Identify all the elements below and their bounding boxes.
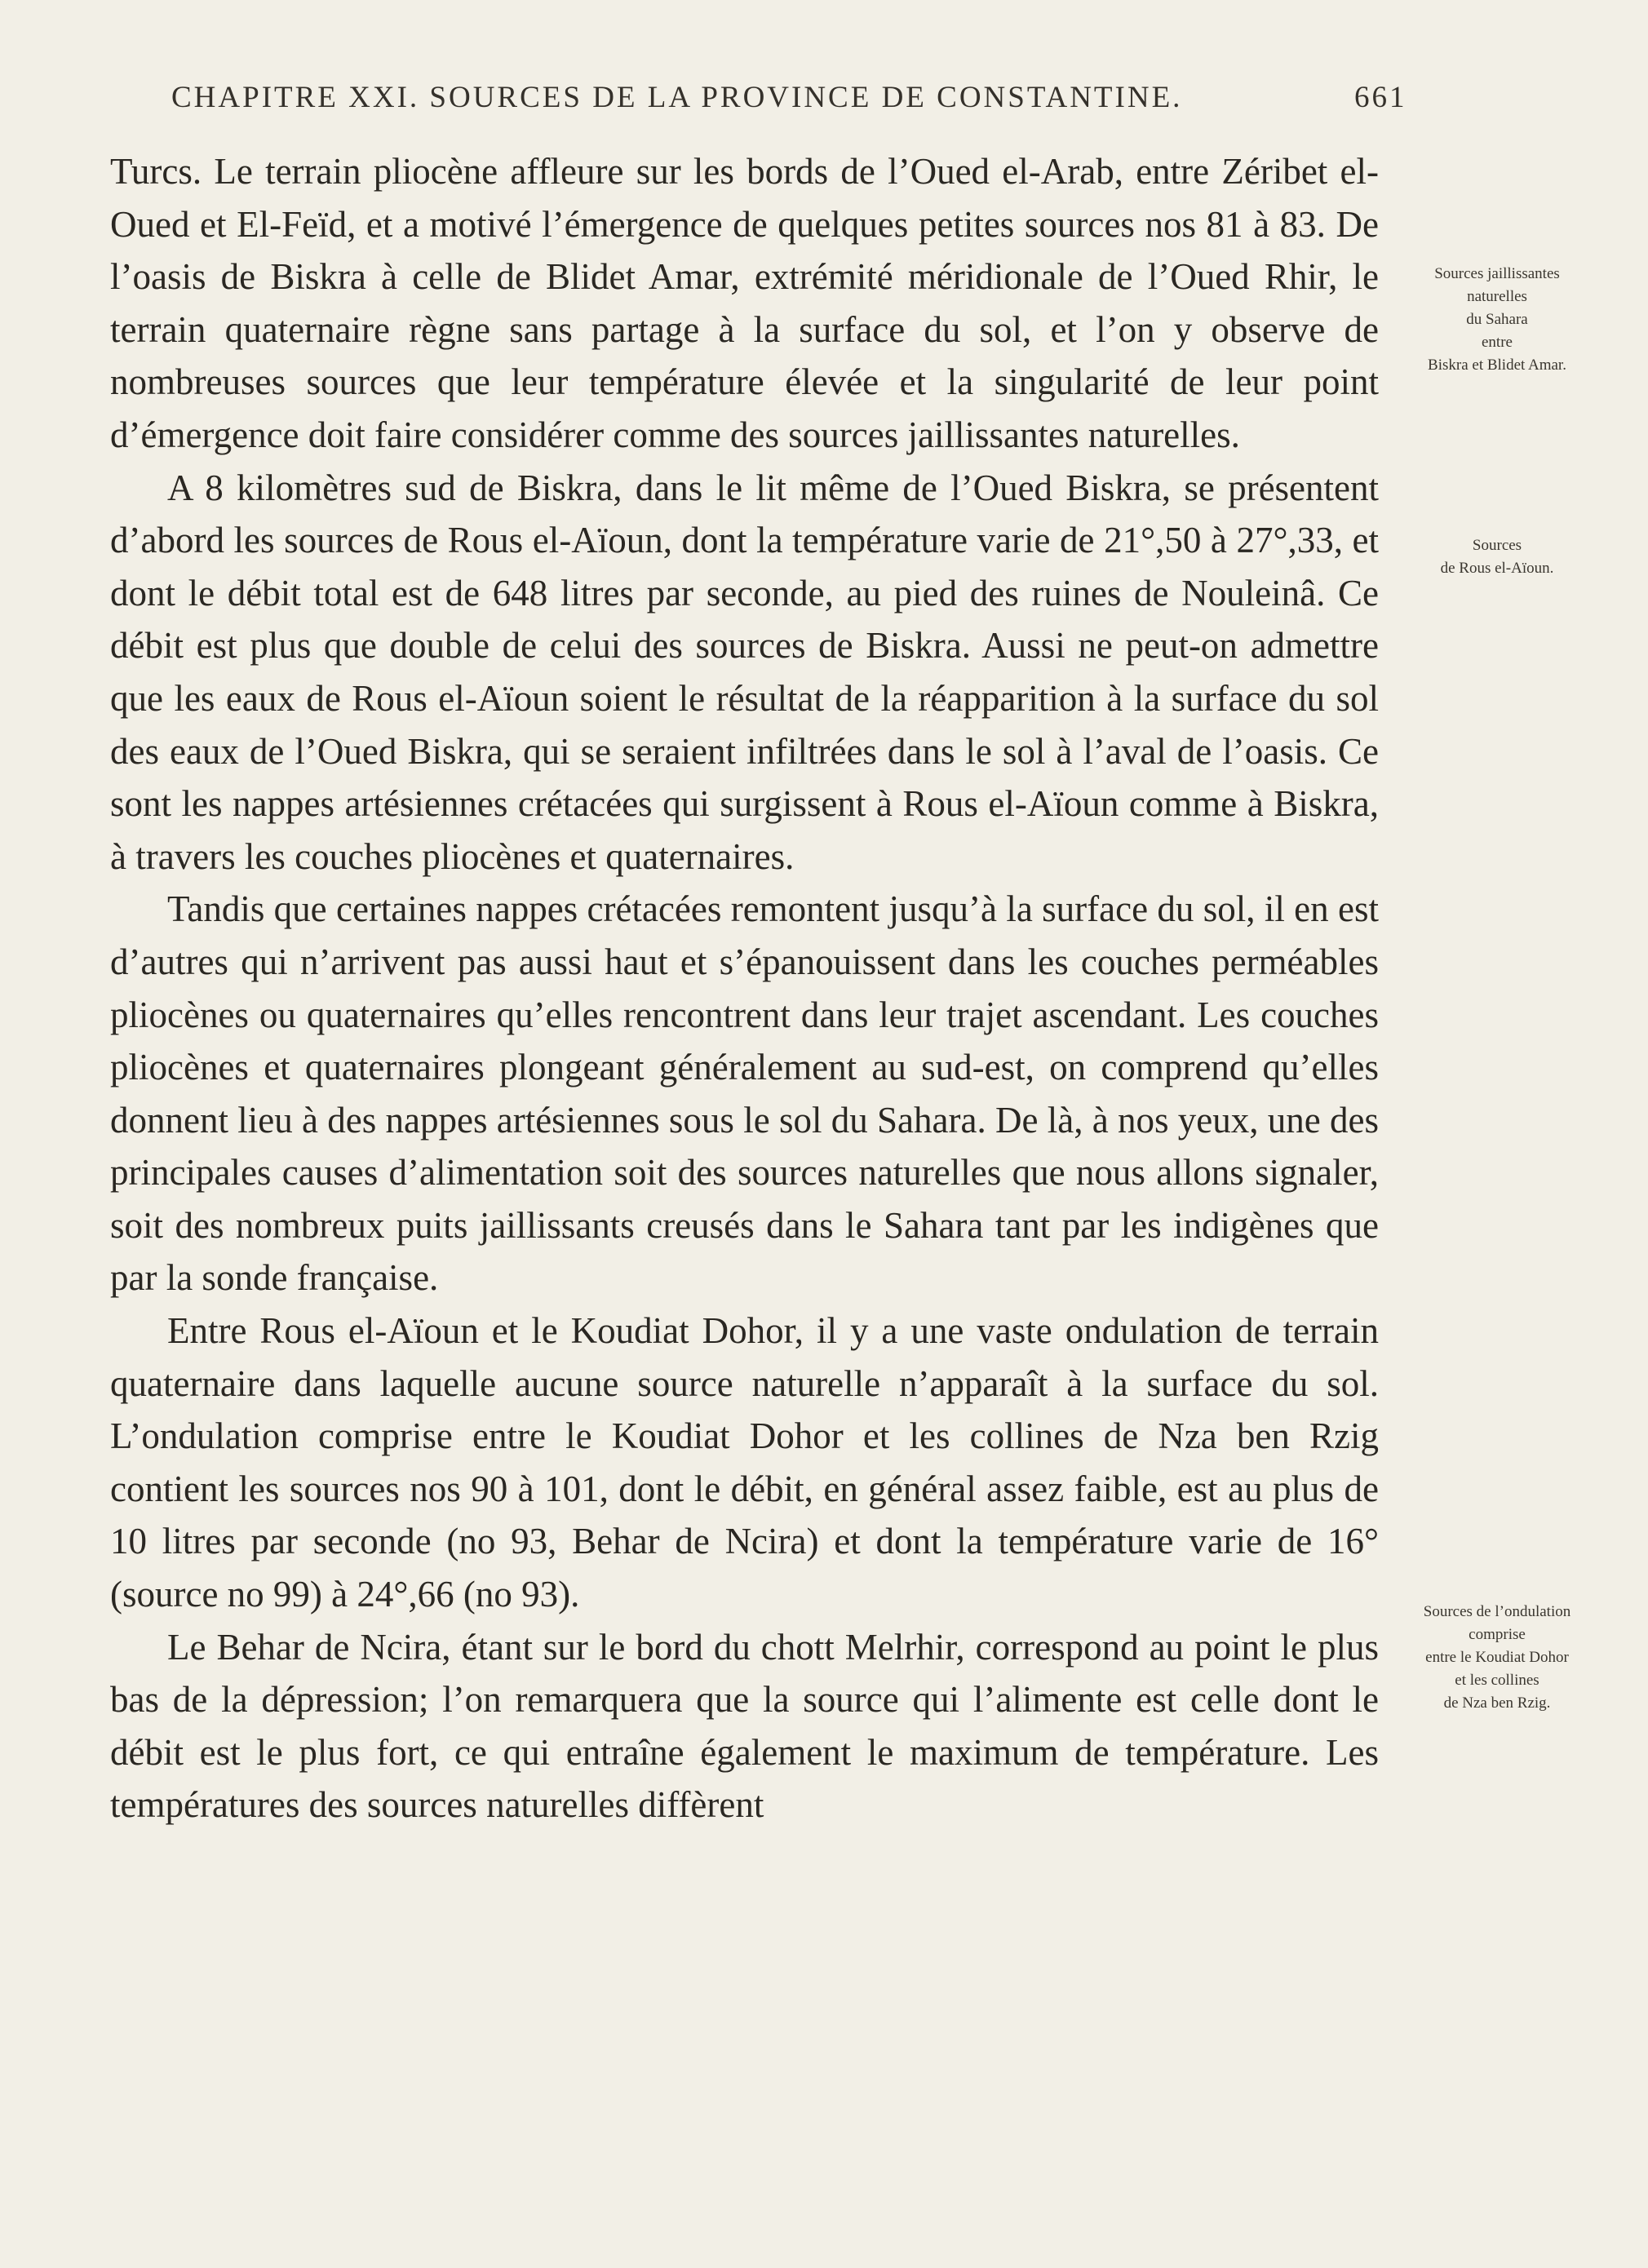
main-text-column	[110, 145, 1379, 1832]
margin-note-rous-el-aioun	[1379, 534, 1615, 580]
margin-note-line: entre	[1482, 334, 1513, 351]
paragraph-2: A 8 kilomètres sud de Biskra, dans le lit même de l’Oued Biskra, se présentent d’abord les sources de Rous el-Aïoun, dont la température varie de 21°,50 à 27°,33, et dont le débit total est de 648 litres par seconde, au pied des ruines de Nouleinâ. Ce débit est plus que double de celui des sources de Biskra. Aussi ne peut-on admettre que les eaux de Rous el-Aïoun soient le résultat de la réapparition à la surface du sol des eaux de l’Oued Biskra, qui se seraient infiltrées dans le sol à l’aval de l’oasis. Ce sont les nappes artésiennes crétacées qui surgissent à Rous el-Aïoun comme à Biskra, à travers les couches pliocènes et quaternaires.	[110, 467, 1379, 877]
margin-note-line: et les collines	[1455, 1672, 1539, 1689]
margin-note-line: du Sahara	[1466, 311, 1528, 328]
margin-note-line: de Nza ben Rzig.	[1443, 1694, 1551, 1712]
paragraph-3: Tandis que certaines nappes crétacées remontent jusqu’à la surface du sol, il en est d’autres qui n’arrivent pas aussi haut et s’épanouissent dans les couches perméables pliocènes ou quaternaires qu’elles rencontrent dans leur trajet ascendant. Les couches pliocènes et quaternaires plongeant généralement au sud-est, on comprend qu’elles donnent lieu à des nappes artésiennes sous le sol du Sahara. De là, à nos yeux, une des principales causes d’alimentation soit des sources naturelles que nous allons signaler, soit des nombreux puits jaillissants creusés dans le Sahara tant par les indigènes que par la sonde française.	[110, 888, 1379, 1299]
running-header	[171, 80, 1407, 115]
margin-note-line: de Rous el-Aïoun.	[1440, 560, 1554, 577]
margin-note-line: Sources	[1472, 537, 1522, 554]
paragraph-4: Entre Rous el-Aïoun et le Koudiat Dohor, il y a une vaste ondulation de terrain quaternaire dans laquelle aucune source naturelle n’apparaît à la surface du sol. L’ondulation comprise entre le Koudiat Dohor et les collines de Nza ben Rzig contient les sources nos 90 à 101, dont le débit, en général assez faible, est au plus de 10 litres par seconde (no 93, Behar de Ncira) et dont la température varie de 16° (source no 99) à 24°,66 (no 93).	[110, 1310, 1379, 1615]
margin-note-sources-jaillissantes	[1379, 263, 1615, 377]
margin-note-line: comprise	[1469, 1626, 1526, 1643]
margin-note-line: entre le Koudiat Dohor	[1425, 1649, 1569, 1666]
paragraph-5: Le Behar de Ncira, étant sur le bord du chott Melrhir, correspond au point le plus bas de la dépression; l’on remarquera que la source qui l’alimente est celle dont le débit est le plus fort, ce qui entraîne également le maximum de température. Les températures des sources naturelles diffèrent	[110, 1626, 1379, 1826]
margin-note-line: Sources de l’ondulation	[1423, 1603, 1571, 1620]
margin-note-ondulation	[1379, 1601, 1615, 1715]
page-number: 661	[1354, 81, 1407, 114]
margin-note-line: Sources jaillissantes	[1434, 265, 1560, 282]
margin-note-line: naturelles	[1467, 288, 1527, 305]
margin-note-line: Biskra et Blidet Amar.	[1428, 357, 1566, 374]
paragraph-1: Turcs. Le terrain pliocène affleure sur les bords de l’Oued el-Arab, entre Zéribet el-Oued et El-Feïd, et a motivé l’émergence de quelques petites sources nos 81 à 83. De l’oasis de Biskra à celle de Blidet Amar, extrémité méridionale de l’Oued Rhir, le terrain quaternaire règne sans partage à la surface du sol, et l’on y observe de nombreuses sources que leur température élevée et la singularité de leur point d’émergence doit faire considérer comme des sources jaillissantes naturelles.	[110, 151, 1379, 455]
running-title: CHAPITRE XXI. SOURCES DE LA PROVINCE DE CONSTANTINE.	[171, 81, 1183, 114]
